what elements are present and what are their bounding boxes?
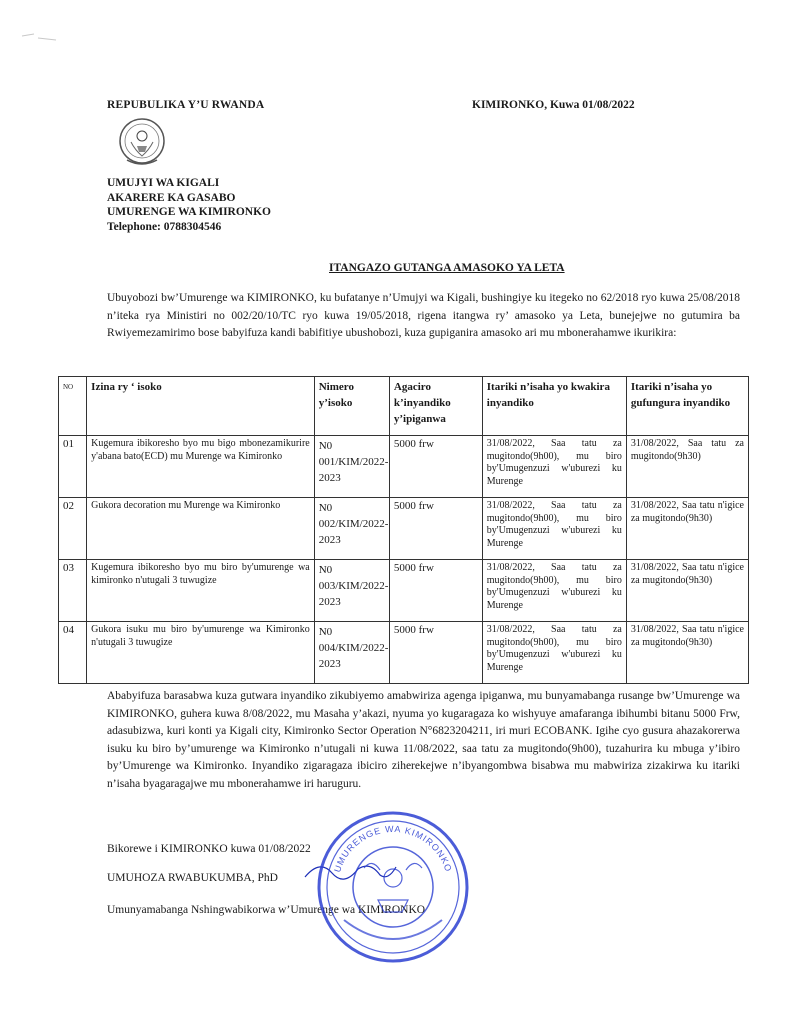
- cell-name: Kugemura ibikoresho byo mu bigo mbonezamikurire y'abana bato(ECD) mu Murenge wa Kimironko: [87, 436, 315, 498]
- cell-open: 31/08/2022, Saa tatu n'igice za mugitondo(9h30): [626, 622, 748, 684]
- cell-no: 01: [59, 436, 87, 498]
- table-row: [59, 560, 749, 622]
- cell-cost: 5000 frw: [389, 436, 482, 498]
- tender-table: [58, 376, 749, 684]
- cell-open: 31/08/2022, Saa tatu n'igice za mugitondo(9h30): [626, 498, 748, 560]
- stamp-text: UMURENGE WA KIMIRONKO: [332, 823, 454, 874]
- cell-no: 03: [59, 560, 87, 622]
- cell-no: 04: [59, 622, 87, 684]
- table-row: [59, 436, 749, 498]
- signer-name: UMUHOZA RWABUKUMBA, PhD: [107, 872, 278, 884]
- notice-title: ITANGAZO GUTANGA AMASOKO YA LETA: [329, 262, 565, 274]
- cell-open: 31/08/2022, Saa tatu n'igice za mugitondo(9h30): [626, 560, 748, 622]
- col-header-name: Izina ry ‘ isoko: [87, 377, 315, 436]
- col-header-no: NO: [59, 377, 87, 436]
- col-header-receive: Itariki n’isaha yo kwakira inyandiko: [482, 377, 626, 436]
- rwanda-coat-of-arms-icon: [117, 116, 167, 168]
- place-date-line: Bikorewe i KIMIRONKO kuwa 01/08/2022: [107, 843, 311, 855]
- address-line-city: UMUJYI WA KIGALI: [107, 177, 220, 189]
- republic-heading: REPUBULIKA Y’U RWANDA: [107, 99, 265, 111]
- col-header-cost: Agaciro k’inyandiko y’ipiganwa: [389, 377, 482, 436]
- cell-open: 31/08/2022, Saa tatu za mugitondo(9h30): [626, 436, 748, 498]
- cell-no: 02: [59, 498, 87, 560]
- instructions-paragraph: Ababyifuza barasabwa kuza gutwara inyandiko zikubiyemo amabwiriza agenga ipiganwa, mu bunyamabanga rusange bw’Umurenge wa KIMIRONKO, guhera kuwa 8/08/2022, mu Masaha y’akazi, nyuma yo kugaragaza ko wishyuye amafaranga ibihumbi bitanu 5000 Frw, adasubizwa, kuri konti ya Kigali city, Kimironko Sector Operation N°6823204211, iri muri ECOBANK. Igihe cyo gusura ahazakorerwa isuku ku biro by’umurenge wa Kimironko n’utugali ni kuwa 11/08/2022, saa tatu za mugitondo(9h00), tuzahurira ku mbuga y’ibiro by’Umurenge wa Kimironko. Inyandiko zigaragaza ibiciro ziherekejwe n’ibyangombwa bisabwa mu mabwiriza zizakirwa ku itariki n’isaha byagaragajwe mu mbonerahamwe iri haruguru.: [107, 690, 740, 790]
- table-header-row: [59, 377, 749, 436]
- intro-paragraph: Ubuyobozi bw’Umurenge wa KIMIRONKO, ku bufatanye n’Umujyi wa Kigali, bushingiye ku itegeko no 62/2018 ryo kuwa 25/08/2018 n’iteka rya Ministiri no 002/20/10/TC ryo kuwa 19/05/2018, rigena itangwa ry’ amasoko ya Leta, bunejejwe no gutumira ba Rwiyemezamirimo bose babyifuza kandi babifitiye ubushobozi, kuza gupiganira amasoko ari mu mbonerahamwe ikurikira:: [107, 292, 740, 339]
- cell-name: Kugemura ibikoresho byo mu biro by'umurenge wa kimironko n'utugali 3 tuwugize: [87, 560, 315, 622]
- cell-name: Gukora isuku mu biro by'umurenge wa Kimironko n'utugali 3 tuwugize: [87, 622, 315, 684]
- cell-name: Gukora decoration mu Murenge wa Kimironko: [87, 498, 315, 560]
- svg-text:UMURENGE WA KIMIRONKO: [332, 824, 454, 874]
- col-header-ref: Nimero y’isoko: [314, 377, 389, 436]
- dateline: KIMIRONKO, Kuwa 01/08/2022: [472, 99, 635, 111]
- address-line-telephone: Telephone: 0788304546: [107, 220, 222, 233]
- cell-cost: 5000 frw: [389, 560, 482, 622]
- scan-mark-icon: [20, 30, 60, 42]
- cell-receive: 31/08/2022, Saa tatu za mugitondo(9h00), mu biro by'Umugenzuzi w'uburezi ku Murenge: [482, 622, 626, 684]
- col-header-open: Itariki n’isaha yo gufungura inyandiko: [626, 377, 748, 436]
- table-row: [59, 622, 749, 684]
- cell-cost: 5000 frw: [389, 622, 482, 684]
- official-stamp-icon: [314, 808, 472, 966]
- table-row: [59, 498, 749, 560]
- cell-ref: N0 004/KIM/2022-2023: [314, 622, 389, 684]
- cell-receive: 31/08/2022, Saa tatu za mugitondo(9h00), mu biro by'Umugenzuzi w'uburezi ku Murenge: [482, 560, 626, 622]
- office-address: [107, 176, 271, 234]
- address-line-district: AKARERE KA GASABO: [107, 191, 236, 204]
- signer-role: Umunyamabanga Nshingwabikorwa w’Umurenge wa KIMIRONKO: [107, 904, 426, 916]
- cell-receive: 31/08/2022, Saa tatu za mugitondo(9h00), mu biro by'Umugenzuzi w'uburezi ku Murenge: [482, 498, 626, 560]
- cell-receive: 31/08/2022, Saa tatu za mugitondo(9h00), mu biro by'Umugenzuzi w'uburezi ku Murenge: [482, 436, 626, 498]
- cell-cost: 5000 frw: [389, 498, 482, 560]
- cell-ref: N0 001/KIM/2022-2023: [314, 436, 389, 498]
- address-line-sector: UMURENGE WA KIMIRONKO: [107, 206, 271, 218]
- cell-ref: N0 002/KIM/2022-2023: [314, 498, 389, 560]
- cell-ref: N0 003/KIM/2022-2023: [314, 560, 389, 622]
